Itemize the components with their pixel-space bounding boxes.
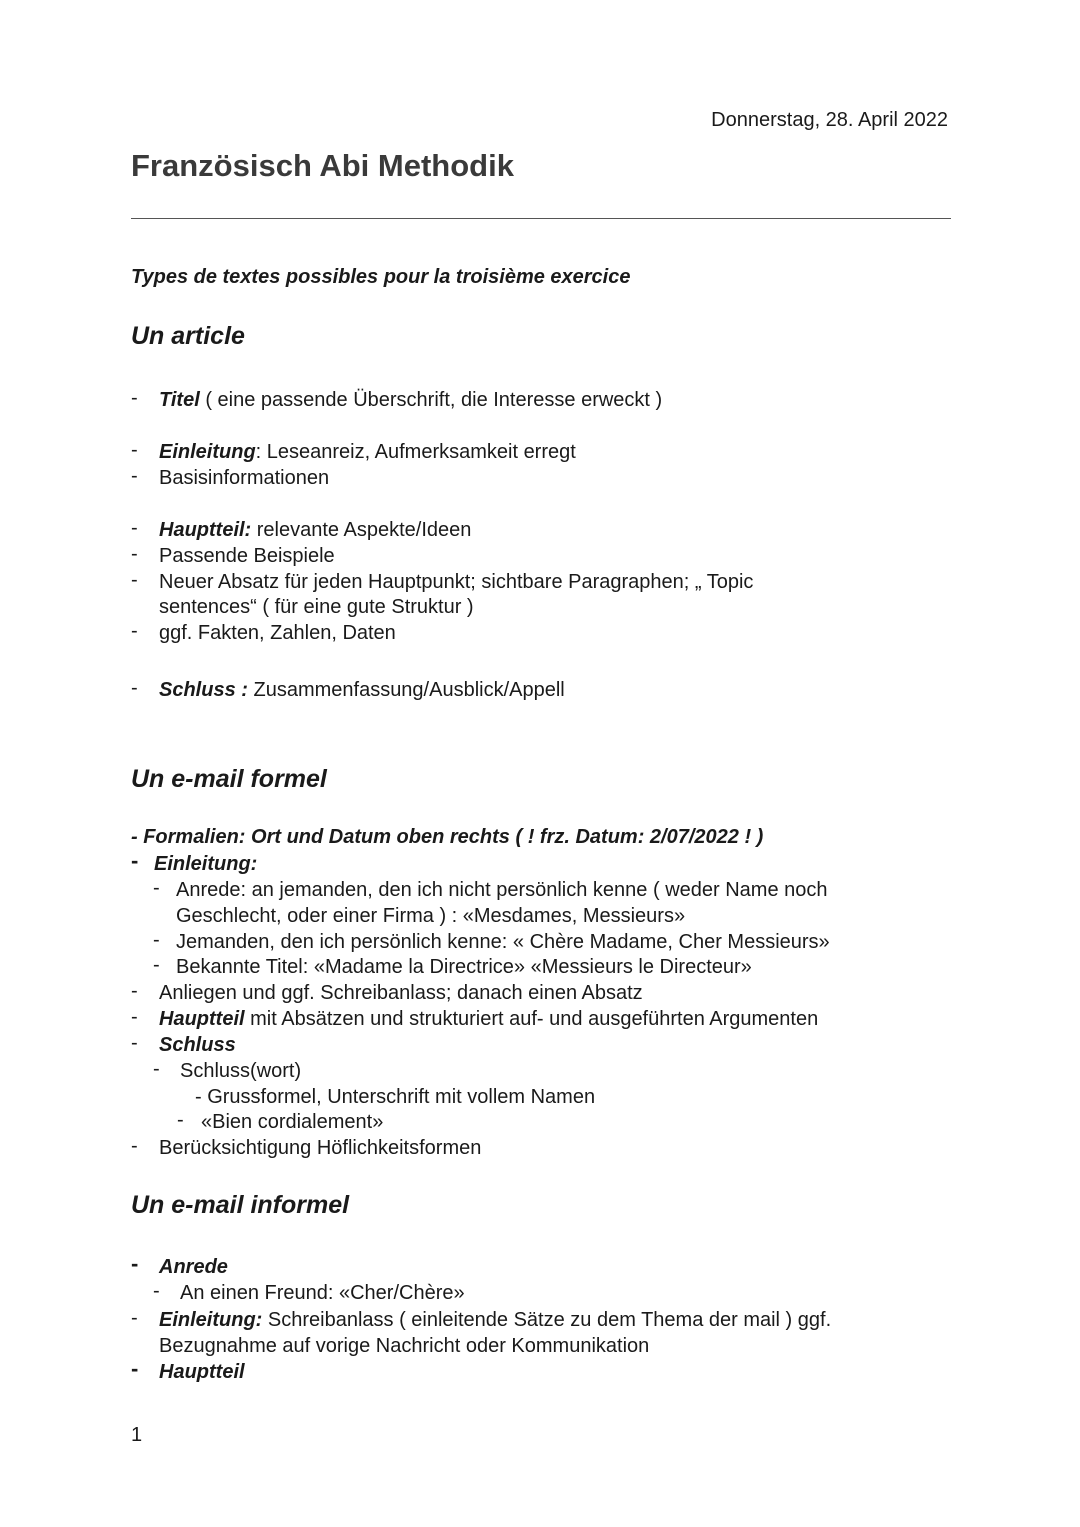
bullet-dash: - [131,1135,138,1157]
formel-item-anrede: Anrede: an jemanden, den ich nicht persönlich kenne ( weder Name noch [176,879,828,901]
bullet-dash: - [131,620,138,642]
page-number: 1 [131,1424,143,1446]
bullet-dash: - [131,517,138,539]
article-item-beispiele: Passende Beispiele [159,545,335,567]
bullet-dash: - [131,1307,138,1329]
formel-item-grussformel: - Grussformel, Unterschrift mit vollem Namen [195,1086,596,1108]
formel-item-bekannte: Bekannte Titel: «Madame la Directrice» «Messieurs le Directeur» [176,956,752,978]
document-subtitle: Types de textes possibles pour la troisième exercice [131,266,631,288]
bullet-dash: - [153,1280,160,1302]
formel-item-formalien: - Formalien: Ort und Datum oben rechts ( ! frz. Datum: 2/07/2022 ! ) [131,826,764,848]
formel-item-jemanden: Jemanden, den ich persönlich kenne: « Chère Madame, Cher Messieurs» [176,931,830,953]
formel-item-einleitung: Einleitung: [154,853,258,875]
bullet-dash: - [131,980,138,1002]
bullet-dash: - [131,543,138,565]
formel-item-hoeflich: Berücksichtigung Höflichkeitsformen [159,1137,482,1159]
bullet-dash: - [131,1251,139,1276]
bullet-dash: - [131,1032,138,1054]
bullet-dash: - [131,569,138,591]
article-item-absatz-cont: sentences“ ( für eine gute Struktur ) [159,596,474,618]
informel-item-einleitung: Einleitung: Schreibanlass ( einleitende Sätze zu dem Thema der mail ) ggf. [159,1309,832,1331]
article-item-hauptteil: Hauptteil: relevante Aspekte/Ideen [159,519,472,541]
article-item-fakten: ggf. Fakten, Zahlen, Daten [159,622,396,644]
formel-item-hauptteil: Hauptteil mit Absätzen und strukturiert auf- und ausgeführten Argumenten [159,1008,819,1030]
bullet-dash: - [131,465,138,487]
bullet-dash: - [177,1109,184,1131]
formel-item-schluss: Schluss [159,1034,236,1056]
section-heading-article: Un article [131,322,245,350]
document-date: Donnerstag, 28. April 2022 [711,109,948,131]
section-heading-email-informel: Un e-mail informel [131,1191,350,1219]
article-item-titel: Titel ( eine passende Überschrift, die Interesse erweckt ) [159,389,663,411]
informel-item-hauptteil: Hauptteil [159,1361,245,1383]
bullet-dash: - [153,1058,160,1080]
bullet-dash: - [131,387,138,409]
bullet-dash: - [153,877,160,899]
formel-item-schlusswort: Schluss(wort) [180,1060,302,1082]
formel-item-anliegen: Anliegen und ggf. Schreibanlass; danach einen Absatz [159,982,643,1004]
section-heading-email-formel: Un e-mail formel [131,765,327,793]
article-item-schluss: Schluss : Zusammenfassung/Ausblick/Appell [159,679,565,701]
article-item-einleitung: Einleitung: Leseanreiz, Aufmerksamkeit erregt [159,441,576,463]
bullet-dash: - [131,439,138,461]
bullet-dash: - [131,1006,138,1028]
bullet-dash: - [131,1356,139,1381]
article-item-absatz: Neuer Absatz für jeden Hauptpunkt; sichtbare Paragraphen; „ Topic [159,571,754,593]
informel-item-einleitung-cont: Bezugnahme auf vorige Nachricht oder Kommunikation [159,1335,650,1357]
article-item-basis: Basisinformationen [159,467,330,489]
bullet-dash: - [153,954,160,976]
title-divider [131,218,951,219]
informel-item-freund: An einen Freund: «Cher/Chère» [180,1282,465,1304]
bullet-dash: - [153,929,160,951]
formel-item-bien: «Bien cordialement» [201,1111,384,1133]
formel-item-anrede-cont: Geschlecht, oder einer Firma ) : «Mesdames, Messieurs» [176,905,686,927]
bullet-dash: - [131,677,138,699]
page-title: Französisch Abi Methodik [131,148,514,183]
document-page [131,0,951,1527]
bullet-dash: - [131,848,139,873]
informel-item-anrede: Anrede [159,1256,228,1278]
